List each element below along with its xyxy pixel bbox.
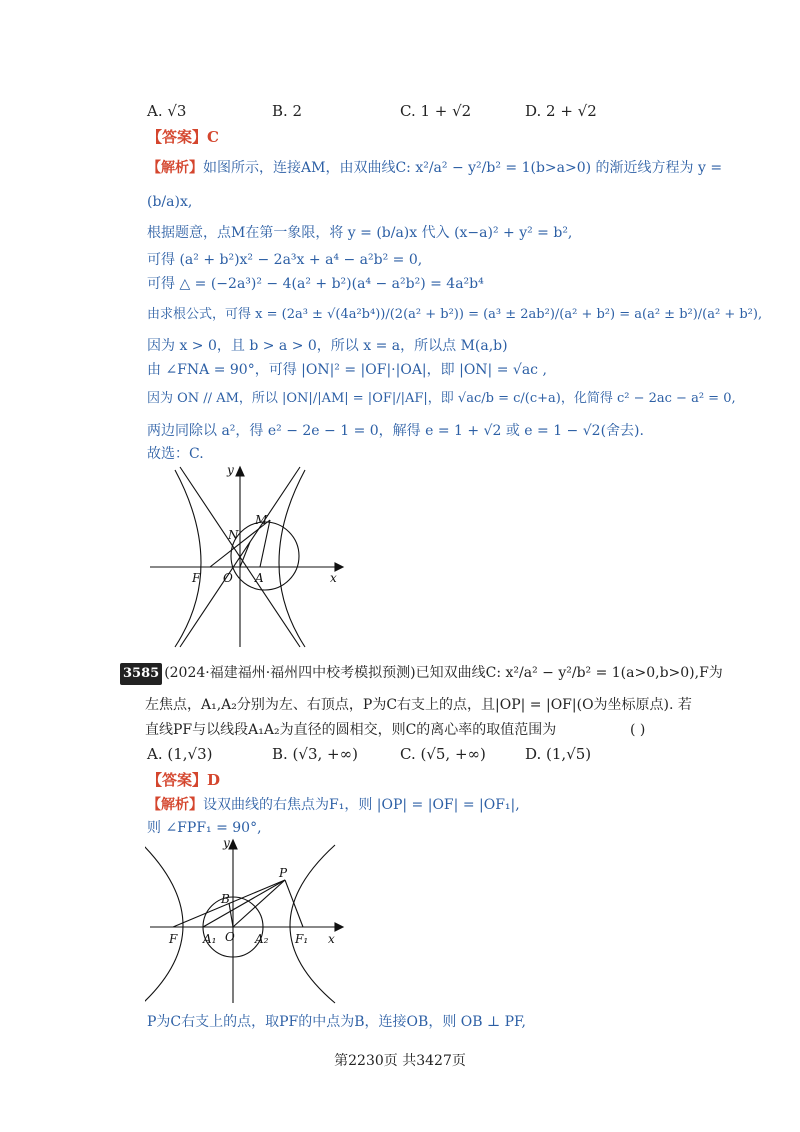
q3585-choice-b: B. (√3, +∞) (272, 745, 358, 763)
analysis-line-11: 故选：C. (147, 446, 204, 462)
q3585-line-1 (120, 663, 723, 685)
q3585-stem-1: (2024·福建福州·福州四中校考模拟预测)已知双曲线C: x²/a² − y²/b² = 1(a>0,b>0),F为 (164, 665, 723, 681)
analysis-tag: 【解析】 (147, 160, 203, 176)
q3585-analysis-tag: 【解析】 (147, 797, 203, 813)
choice-d: D. 2 + √2 (525, 102, 597, 120)
analysis-line-4: 可得 (a² + b²)x² − 2a³x + a⁴ − a²b² = 0, (147, 252, 423, 268)
y-axis-arrow-2 (229, 840, 237, 849)
q3585-line-3: 直线PF与以线段A₁A₂为直径的圆相交，则C的离心率的取值范围为 (145, 722, 557, 738)
label-f-2: F (169, 932, 178, 946)
page-footer: 第2230页 共3427页 (334, 1053, 466, 1069)
q3585-answer-line (147, 770, 220, 790)
label-a: A (255, 571, 264, 585)
analysis-line-6: 由求根公式，可得 x = (2a³ ± √(4a²b⁴))/(2(a² + b²)) = (a³ ± 2ab²)/(a² + b²) = a(a² ± b²)/(a² + b²), (147, 307, 763, 322)
label-o-2: O (225, 930, 235, 944)
q3585-paren: ( ) (630, 722, 646, 738)
segment-ob (229, 903, 233, 927)
analysis-line-9: 因为 ON // AM，所以 |ON|/|AM| = |OF|/|AF|，即 √ac/b = c/(c+a)，化简得 c² − 2ac − a² = 0, (147, 391, 736, 406)
choice-c: C. 1 + √2 (400, 102, 472, 120)
q3585-analysis-2: 则 ∠FPF₁ = 90°, (147, 820, 262, 836)
analysis-line-10: 两边同除以 a²，得 e² − 2e − 1 = 0，解得 e = 1 + √2 或 e = 1 − √2(舍去). (147, 423, 644, 439)
left-branch-2 (145, 845, 183, 1003)
label-a2: A₂ (255, 932, 269, 946)
q3585-analysis-text: 设双曲线的右焦点为F₁，则 |OP| = |OF| = |OF₁|, (203, 797, 520, 813)
label-x: x (330, 571, 337, 585)
label-y-2: y (223, 836, 230, 850)
label-a1: A₁ (203, 932, 217, 946)
hyperbola-figure-2 (145, 835, 355, 1005)
segment-op (233, 880, 285, 927)
x-axis-arrow (335, 563, 343, 571)
choice-b: B. 2 (272, 102, 303, 120)
label-y: y (227, 463, 234, 477)
label-b: B (221, 892, 230, 906)
label-f: F (192, 571, 201, 585)
q3585-answer-value: D (207, 771, 221, 789)
hyperbola-figure-1 (145, 462, 355, 650)
y-axis-arrow (236, 467, 244, 476)
analysis-line-3: 根据题意，点M在第一象限，将 y = (b/a)x 代入 (x−a)² + y² = b², (147, 225, 573, 241)
analysis-line-2: (b/a)x, (147, 194, 193, 210)
answer-line (147, 127, 219, 147)
label-p: P (279, 866, 288, 880)
x-axis-arrow-2 (335, 923, 343, 931)
analysis-line-7: 因为 x > 0，且 b > a > 0，所以 x = a，所以点 M(a,b) (147, 338, 508, 354)
analysis-line-5: 可得 △ = (−2a³)² − 4(a² + b²)(a⁴ − a²b²) = 4a²b⁴ (147, 276, 484, 292)
q3585-after-figure: P为C右支上的点，取PF的中点为B，连接OB，则 OB ⊥ PF, (147, 1014, 527, 1030)
q3585-choice-a: A. (1,√3) (147, 745, 213, 763)
answer-tag: 【答案】 (147, 128, 208, 146)
label-n: N (228, 528, 239, 542)
choice-a: A. √3 (147, 102, 187, 120)
right-branch-2 (290, 845, 335, 1003)
analysis-line-1 (147, 158, 722, 178)
answer-value: C (207, 128, 219, 146)
label-f1: F₁ (295, 932, 309, 946)
label-x-2: x (328, 932, 335, 946)
q3585-answer-tag: 【答案】 (147, 771, 208, 789)
q3585-choice-c: C. (√5, +∞) (400, 745, 486, 763)
q3585-line-2: 左焦点，A₁,A₂分别为左、右顶点，P为C右支上的点，且|OP| = |OF|(O为坐标原点). 若 (145, 697, 692, 713)
label-m: M (255, 513, 268, 527)
q3585-choice-d: D. (1,√5) (525, 745, 592, 763)
label-o: O (223, 571, 233, 585)
question-number: 3585 (120, 663, 162, 685)
segment-a1p (203, 880, 285, 927)
q3585-analysis-1 (147, 795, 520, 815)
analysis-text: 如图所示，连接AM，由双曲线C: x²/a² − y²/b² = 1(b>a>0) 的渐近线方程为 y = (203, 160, 723, 176)
analysis-line-8: 由 ∠FNA = 90°，可得 |ON|² = |OF|·|OA|，即 |ON| = √ac , (147, 362, 547, 378)
